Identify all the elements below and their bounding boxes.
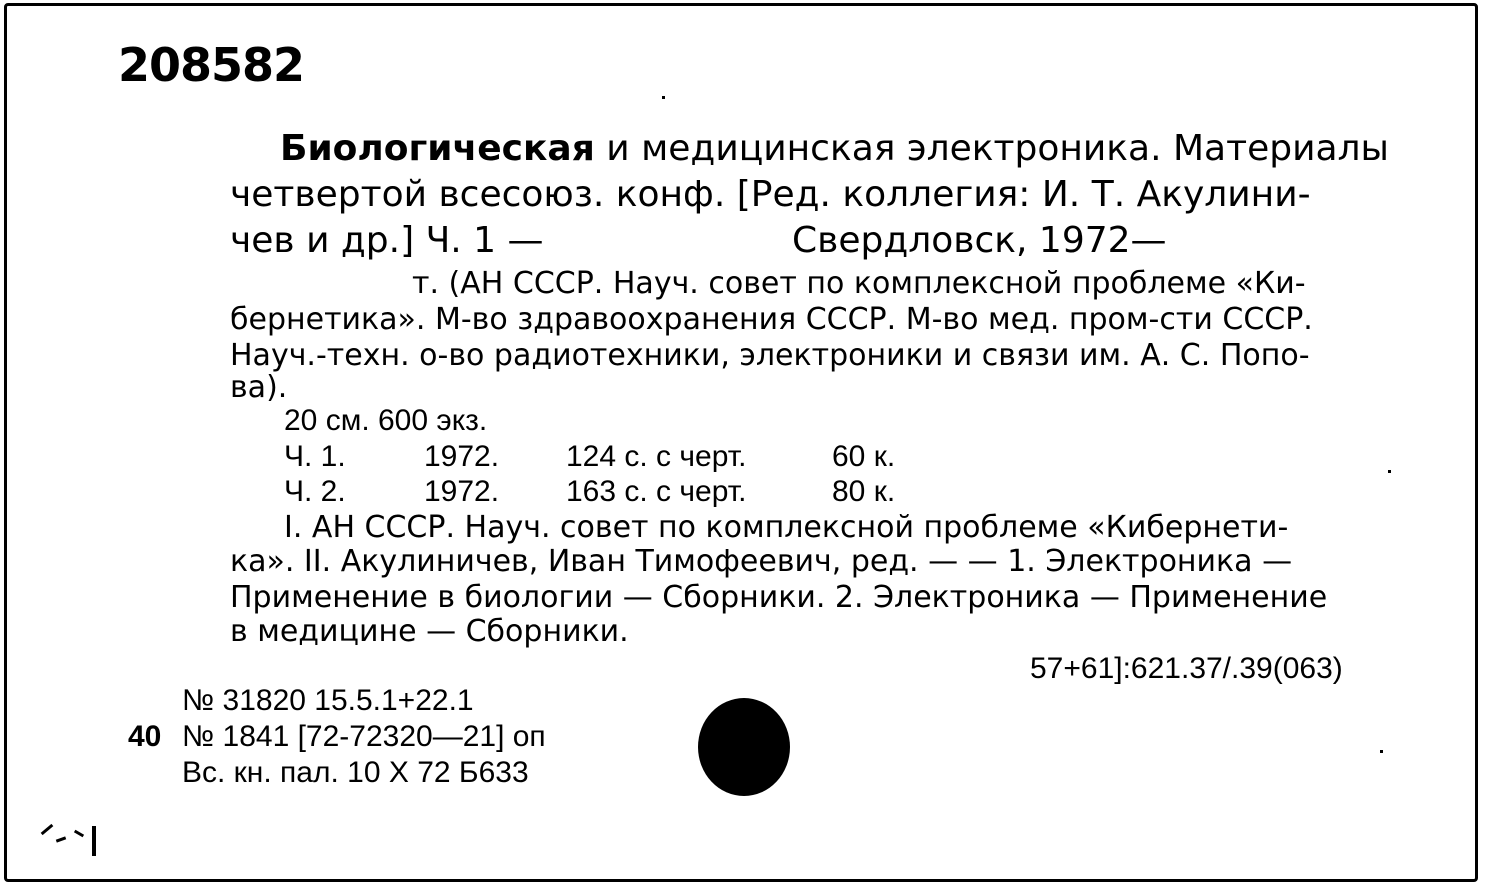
series-line-3: Науч.-техн. о-во радиотехники, электроники и связи им. А. С. Попо-: [230, 338, 1310, 373]
punch-hole: [698, 698, 790, 796]
speck: [1388, 470, 1391, 473]
speck: [1380, 750, 1383, 753]
tracing-line-3: Применение в биологии — Сборники. 2. Электроника — Применение: [230, 580, 1328, 615]
speck: [374, 880, 378, 882]
speck: [662, 96, 665, 99]
volume-1-price: 60 к.: [832, 440, 896, 473]
series-line-2: бернетика». М-во здравоохранения СССР. М-во мед. пром-сти СССР.: [230, 302, 1313, 337]
volume-1-year: 1972.: [424, 440, 500, 473]
volume-2-pages: 163 с. с черт.: [566, 475, 747, 508]
volume-1-pages: 124 с. с черт.: [566, 440, 747, 473]
tracing-line-1: I. АН СССР. Науч. совет по комплексной проблеме «Кибернети-: [284, 510, 1289, 545]
title-bold: Биологическая: [280, 128, 595, 169]
size-line: 20 см. 600 экз.: [284, 404, 488, 437]
title-line-2: четвертой всесоюз. конф. [Ред. коллегия: И. Т. Акулини-: [230, 174, 1311, 215]
volume-2-part: Ч. 2.: [284, 475, 346, 508]
series-line-1: т. (АН СССР. Науч. совет по комплексной проблеме «Ки-: [412, 266, 1306, 301]
volume-2-year: 1972.: [424, 475, 500, 508]
footer-line-3: Вс. кн. пал. 10 Х 72 Б633: [182, 756, 529, 789]
footer-line-2: № 1841 [72-72320—21] оп: [182, 720, 546, 753]
title-rest: и медицинская электроника. Материалы: [594, 128, 1389, 169]
udc-classification: 57+61]:621.37/.39(063): [1030, 652, 1343, 685]
place-year: Свердловск, 1972—: [792, 220, 1167, 261]
series-line-4: ва).: [230, 370, 288, 405]
scribble-mark: [92, 826, 96, 856]
footer-line-1: № 31820 15.5.1+22.1: [182, 684, 474, 717]
title-line-3: чев и др.] Ч. 1 —: [230, 220, 544, 261]
title-line-1: [280, 128, 1389, 169]
tracing-line-2: ка». II. Акулиничев, Иван Тимофеевич, ред. — — 1. Электроника —: [230, 544, 1293, 579]
handwritten-number: 208582: [118, 38, 305, 92]
volume-2-price: 80 к.: [832, 475, 896, 508]
footer-line-2-prefix: 40: [128, 720, 162, 753]
tracing-line-4: в медицине — Сборники.: [230, 614, 629, 649]
volume-1-part: Ч. 1.: [284, 440, 346, 473]
